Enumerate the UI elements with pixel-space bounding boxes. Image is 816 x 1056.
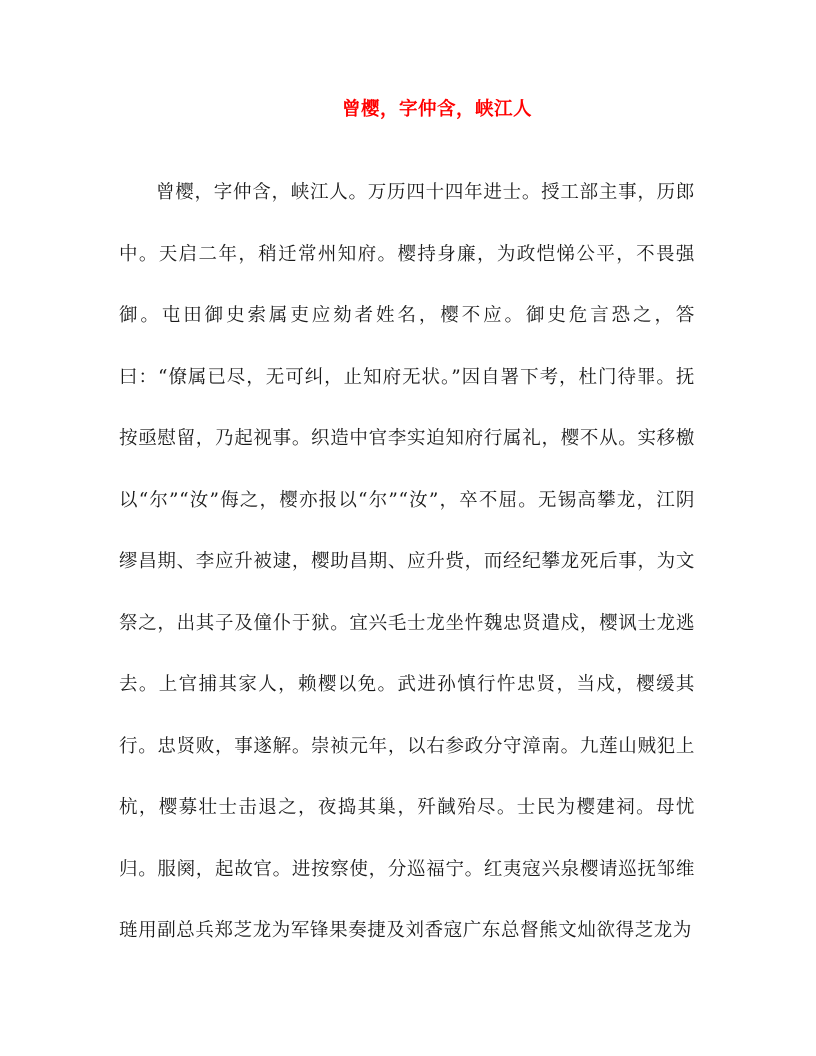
- body-paragraph: 曾樱，字仲含，峡江人。万历四十四年进士。授工部主事，历郎中。天启二年，稍迁常州知府。樱持身廉，为政恺悌公平，不畏强御。屯田御史索属吏应劾者姓名，樱不应。御史危言恐之，答曰：“僚属已尽，无可纠，止知府无状。”因自署下考，杜门待罪。抚按亟慰留，乃起视事。织造中官李实迫知府行属礼，樱不从。实移檄以“尔”“汝”侮之，樱亦报以“尔”“汝”，卒不屈。无锡高攀龙，江阴缪昌期、李应升被逮，樱助昌期、应升赀，而经纪攀龙死后事，为文祭之，出其子及僮仆于狱。宜兴毛士龙坐忤魏忠贤遣戍，樱讽士龙逃去。上官捕其家人，赖樱以免。武进孙慎行忤忠贤，当戍，樱缓其行。忠贤败，事遂解。崇祯元年，以右参政分守漳南。九莲山贼犯上杭，樱募壮士击退之，夜捣其巢，歼馘殆尽。士民为樱建祠。母忧归。服阕，起故官。进按察使，分巡福宁。红夷寇兴泉樱请巡抚邹维琏用副总兵郑芝龙为军锋果奏捷及刘香寇广东总督熊文灿欲得芝龙为: [119, 182, 695, 941]
- document-title: 曾樱，字仲含，峡江人: [341, 99, 532, 120]
